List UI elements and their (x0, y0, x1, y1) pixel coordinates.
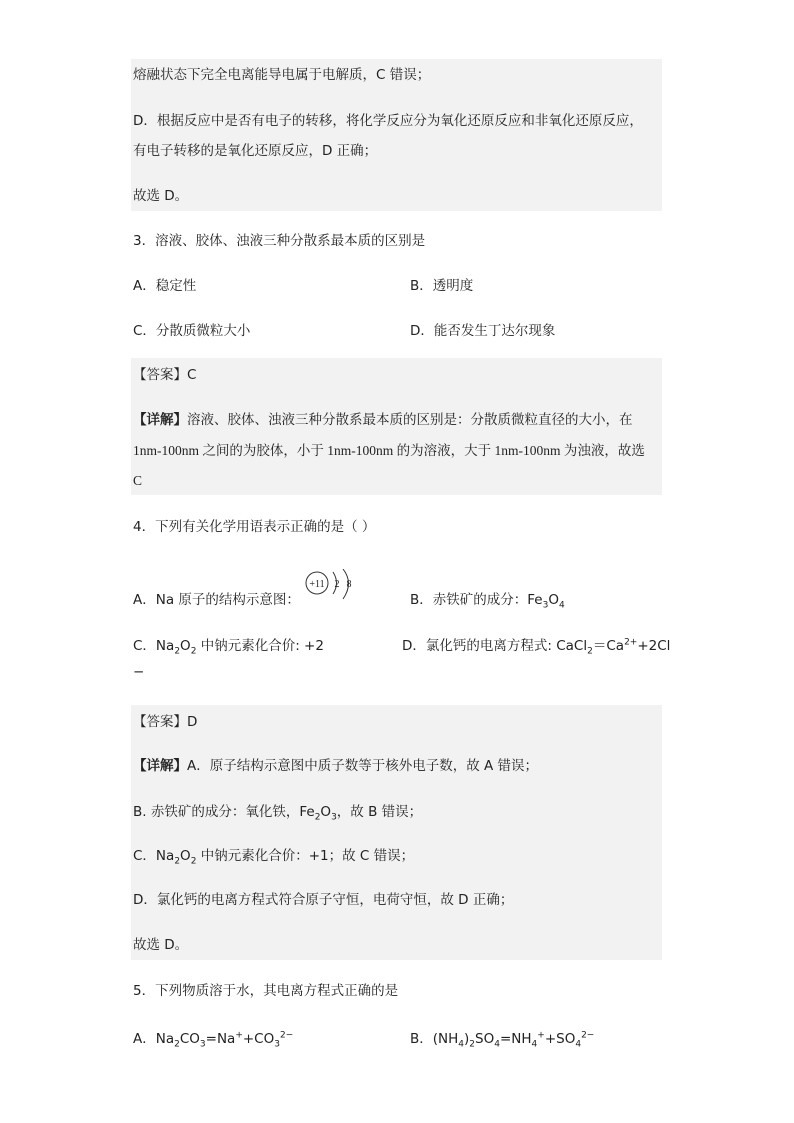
option-d-text: D．氯化钙的电离方程式: CaCl (402, 638, 588, 654)
text-line: 有电子转移的是氧化还原反应，D 正确； (133, 143, 378, 159)
superscript: + (235, 1030, 243, 1041)
subscript: 2 (190, 646, 197, 657)
text-line: 熔融状态下完全电离能导电属于电解质，C 错误； (133, 67, 431, 83)
detail-text: C．Na (133, 848, 175, 864)
superscript: 2− (279, 1030, 294, 1041)
shell-2-electrons: 8 (346, 579, 352, 590)
option-b-text: SO (475, 1031, 495, 1047)
detail-line: C (133, 473, 143, 488)
option-b-text: B．(NH (410, 1031, 459, 1047)
subscript: 2 (587, 646, 593, 657)
answer-block-shade (131, 705, 662, 960)
answer-label: 【答案】C (133, 367, 197, 383)
question-stem: 4．下列有关化学用语表示正确的是（ ） (133, 519, 376, 535)
question-stem: 5．下列物质溶于水，其电离方程式正确的是 (133, 983, 399, 999)
subscript: 2 (174, 646, 181, 657)
option-b-text: ) (464, 1031, 470, 1047)
subscript: 2 (174, 856, 181, 867)
option-b-text: O (548, 592, 559, 608)
subscript: 4 (531, 1039, 538, 1050)
detail-line: 1nm-100nm 之间的为胶体，小于 1nm-100nm 的为溶液，大于 1nm-100nm 为浊液，故选 (133, 443, 645, 458)
nucleus-charge: +11 (309, 579, 325, 590)
detail-line: D．氯化钙的电离方程式符合原子守恒，电荷守恒，故 D 正确； (133, 892, 514, 908)
subscript: 2 (190, 856, 197, 867)
option-d (402, 637, 670, 655)
option-b (410, 1030, 594, 1048)
question-stem: 3．溶液、胶体、浊液三种分散系最本质的区别是 (133, 233, 426, 249)
subscript: 4 (558, 600, 565, 611)
option-b: B．透明度 (410, 278, 474, 294)
detail-line (133, 757, 538, 775)
option-c-text: O (180, 638, 191, 654)
subscript: 3 (274, 1039, 280, 1050)
detail-line (133, 847, 414, 865)
option-b-text: =NH (499, 1031, 532, 1047)
detail-text: O (320, 804, 332, 820)
subscript: 3 (199, 1039, 206, 1050)
detail-tag: 【详解】 (133, 412, 187, 428)
option-d-text: ＝Ca (592, 638, 625, 654)
option-a: A．稳定性 (133, 278, 197, 294)
option-c-text: 中钠元素化合价: +2 (196, 638, 324, 654)
subscript: 3 (331, 812, 337, 823)
superscript: 2− (581, 1030, 595, 1041)
option-a: A．Na 原子的结构示意图： (133, 592, 300, 608)
detail-tag: 【详解】 (133, 758, 187, 774)
detail-line (133, 803, 422, 821)
option-a-text: +CO (242, 1031, 275, 1047)
option-d-wrap: − (133, 664, 145, 680)
detail-line: 故选 D。 (133, 937, 189, 953)
detail-text: 中钠元素化合价：+1；故 C 错误； (196, 848, 415, 864)
detail-text: 溶液、胶体、浊液三种分散系最本质的区别是：分散质微粒直径的大小，在 (187, 412, 633, 428)
option-a-text: A．Na (133, 1031, 175, 1047)
option-c (133, 637, 324, 655)
option-c: C．分散质微粒大小 (133, 323, 251, 339)
subscript: 4 (494, 1039, 500, 1050)
option-a (133, 1030, 293, 1048)
subscript: 2 (469, 1039, 476, 1050)
detail-text: B. 赤铁矿的成分：氧化铁，Fe (133, 804, 315, 820)
option-d: D．能否发生丁达尔现象 (410, 323, 556, 339)
superscript: + (537, 1030, 545, 1041)
option-c-text: C．Na (133, 638, 175, 654)
subscript: 4 (458, 1039, 465, 1050)
detail-line (133, 411, 633, 429)
detail-text: O (180, 848, 191, 864)
option-b-text: +SO (544, 1031, 576, 1047)
subscript: 4 (575, 1039, 582, 1050)
subscript: 2 (314, 812, 321, 823)
atom-structure-diagram (304, 569, 362, 609)
detail-text: A．原子结构示意图中质子数等于核外电子数，故 A 错误； (187, 758, 539, 774)
option-d-text: +2Cl (637, 638, 671, 654)
answer-label: 【答案】D (133, 714, 198, 730)
option-a-text: CO (179, 1031, 200, 1047)
option-b-text: B．赤铁矿的成分：Fe (410, 592, 543, 608)
superscript: 2+ (624, 637, 638, 648)
subscript: 2 (174, 1039, 180, 1050)
detail-text: ，故 B 错误； (336, 804, 423, 820)
text-line: 故选 D。 (133, 188, 189, 204)
subscript: 3 (542, 600, 549, 611)
text-line: D．根据反应中是否有电子的转移，将化学反应分为氧化还原反应和非氧化还原反应， (133, 113, 643, 129)
option-b (410, 591, 565, 609)
option-a-text: =Na (205, 1031, 236, 1047)
shell-1-electrons: 2 (334, 579, 340, 590)
